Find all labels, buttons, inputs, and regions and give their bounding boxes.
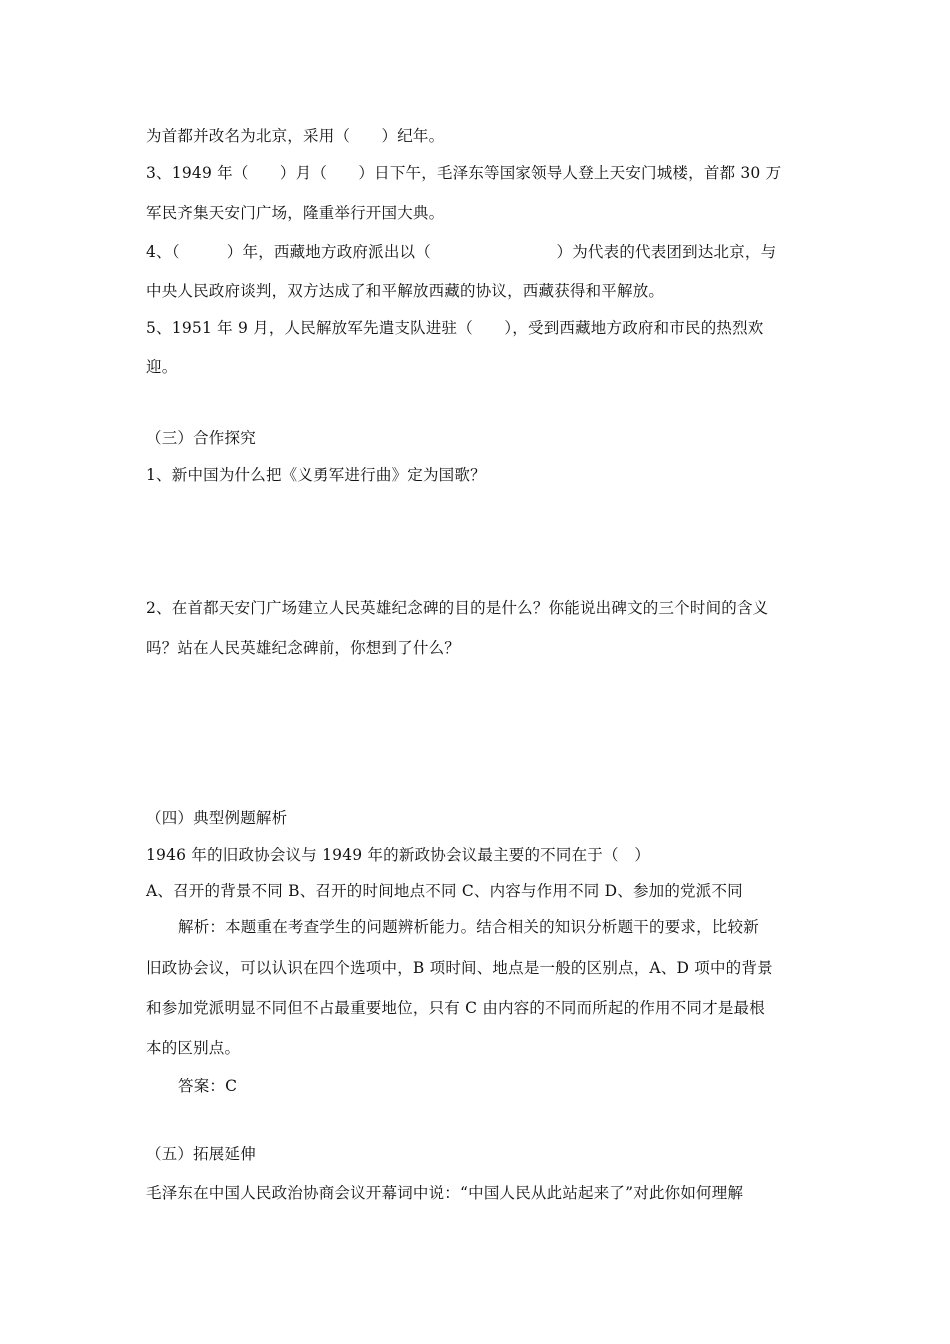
question-4-line-1: 4、（ ）年，西藏地方政府派出以（ ）为代表的代表团到达北京，与 [146,243,777,261]
section-5-heading: （五）拓展延伸 [146,1145,256,1163]
explore-question-1: 1、新中国为什么把《义勇军进行曲》定为国歌？ [146,466,486,484]
question-3-line-2: 军民齐集天安门广场，隆重举行开国大典。 [146,204,445,222]
section-3-heading: （三）合作探究 [146,429,256,447]
question-5-line-2: 迎。 [146,358,178,376]
analysis-line-4: 本的区别点。 [146,1039,241,1057]
answer-line: 答案：C [178,1077,238,1095]
question-5-line-1: 5、1951 年 9 月，人民解放军先遣支队进驻（ ），受到西藏地方政府和市民的热烈欢 [146,319,764,337]
question-4-line-2: 中央人民政府谈判，双方达成了和平解放西藏的协议，西藏获得和平解放。 [146,282,665,300]
analysis-line-1: 解析：本题重在考查学生的问题辨析能力。结合相关的知识分析题干的要求，比较新 [178,918,759,936]
analysis-line-2: 旧政协会议，可以认识在四个选项中，B 项时间、地点是一般的区别点，A、D 项中的背景 [146,959,773,977]
fill-blank-continued-line: 为首都并改名为北京，采用（ ）纪年。 [146,127,445,145]
section-4-heading: （四）典型例题解析 [146,809,288,827]
explore-question-2-line-1: 2、在首都天安门广场建立人民英雄纪念碑的目的是什么？你能说出碑文的三个时间的含义 [146,599,769,617]
example-options: A、召开的背景不同 B、召开的时间地点不同 C、内容与作用不同 D、参加的党派不同 [146,882,743,900]
extension-question-line-1: 毛泽东在中国人民政治协商会议开幕词中说：“中国人民从此站起来了”对此你如何理解 [146,1184,744,1202]
explore-question-2-line-2: 吗？站在人民英雄纪念碑前，你想到了什么？ [146,639,461,657]
question-3-line-1: 3、1949 年（ ）月（ ）日下午，毛泽东等国家领导人登上天安门城楼，首都 30 万 [146,164,782,182]
example-question: 1946 年的旧政协会议与 1949 年的新政协会议最主要的不同在于（ ） [146,846,651,864]
analysis-line-3: 和参加党派明显不同但不占最重要地位，只有 C 由内容的不同而所起的作用不同才是最根 [146,999,765,1017]
